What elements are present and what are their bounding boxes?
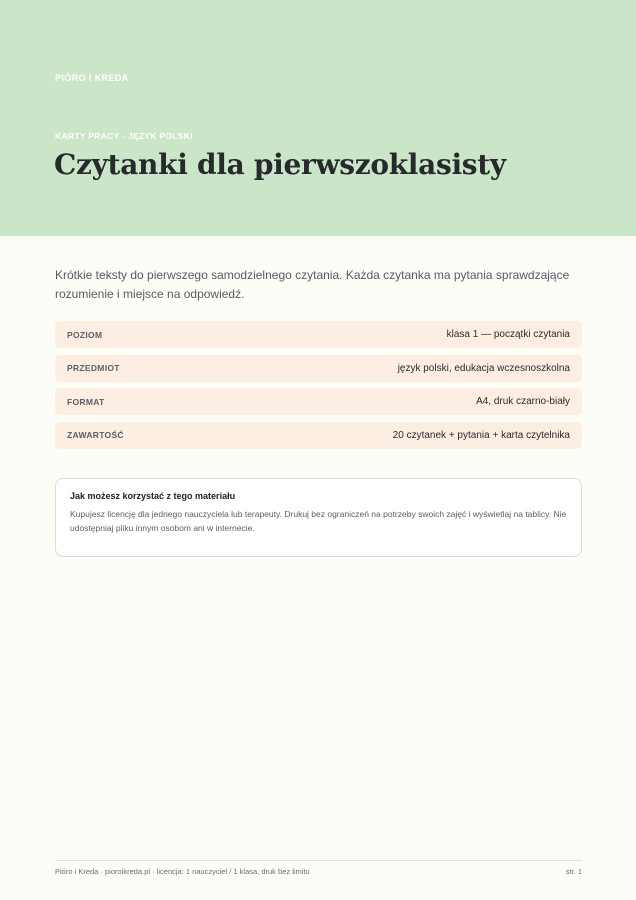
brand-name: PIÓRO I KREDA bbox=[55, 73, 129, 83]
category-kicker: KARTY PRACY · JĘZYK POLSKI bbox=[55, 131, 193, 141]
page-footer bbox=[55, 860, 582, 876]
detail-value: klasa 1 — początki czytania bbox=[446, 329, 570, 340]
details-table bbox=[55, 321, 582, 455]
detail-row-format bbox=[55, 388, 582, 415]
detail-value: język polski, edukacja wczesnoszkolna bbox=[397, 362, 570, 374]
license-note-title: Jak możesz korzystać z tego materiału bbox=[70, 491, 236, 501]
license-note bbox=[55, 478, 582, 557]
detail-key: FORMAT bbox=[67, 396, 105, 407]
intro-paragraph: Krótkie teksty do pierwszego samodzielnego czytania. Każda czytanka ma pytania sprawdzające rozumienie i miejsce na odpowiedź. bbox=[55, 268, 570, 301]
header-banner bbox=[0, 0, 636, 236]
detail-row-contents bbox=[55, 422, 582, 449]
page-number: str. 1 bbox=[565, 867, 582, 876]
footer-credits: Pióro i Kreda · pioroikreda.pl · licencja: 1 nauczyciel / 1 klasa, druk bez limitu bbox=[55, 867, 310, 876]
detail-row-level bbox=[55, 321, 582, 348]
detail-value: 20 czytanek + pytania + karta czytelnika bbox=[392, 429, 570, 441]
detail-value: A4, druk czarno-biały bbox=[476, 396, 570, 407]
license-note-text: Kupujesz licencję dla jednego nauczyciela lub terapeuty. Drukuj bez ograniczeń na potrzeby swoich zajęć i wyświetlaj na tablicy. Nie udostępniaj pliku innym osobom ani w internecie. bbox=[70, 509, 567, 533]
page-title: Czytanki dla pierwszoklasisty bbox=[54, 148, 506, 181]
detail-key: PRZEDMIOT bbox=[67, 363, 120, 373]
detail-key: POZIOM bbox=[67, 329, 103, 340]
detail-key: ZAWARTOŚĆ bbox=[67, 430, 124, 440]
detail-row-subject bbox=[55, 355, 582, 382]
